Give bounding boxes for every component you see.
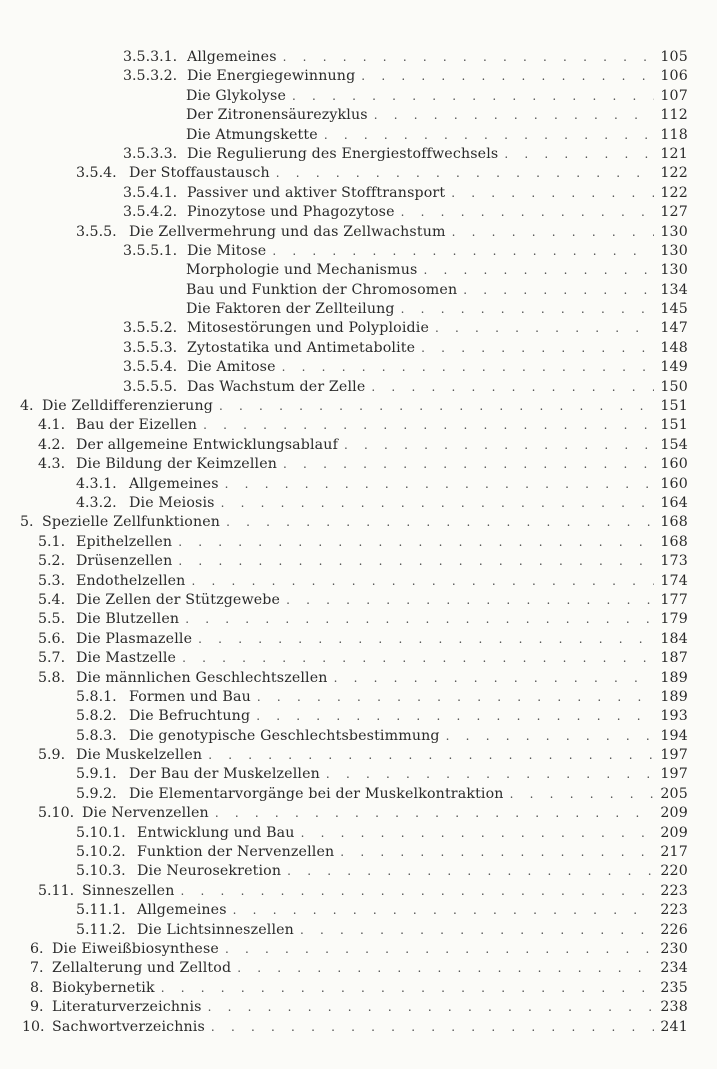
toc-entry: [0, 785, 688, 804]
toc-entry-page-number: 151: [660, 398, 688, 415]
toc-entry-number: 3.5.4.1.: [123, 184, 178, 201]
toc-entry-number: 5.4.: [38, 591, 66, 608]
toc-entry: [0, 688, 688, 707]
toc-entry-title: Zytostatika und Antimetabolite: [181, 339, 415, 358]
toc-entry: [0, 591, 688, 610]
toc-entry-number: 5.2.: [38, 553, 66, 570]
dot-leader: [498, 145, 654, 164]
dot-leader: [227, 901, 654, 920]
toc-entry-page-number: 130: [660, 223, 688, 240]
toc-entry: [0, 804, 688, 823]
toc-entry-title: Der Stoffaustausch: [123, 164, 270, 183]
toc-entry: [0, 513, 688, 532]
dot-leader: [446, 223, 654, 242]
toc-entry: [0, 203, 688, 222]
dot-leader: [445, 184, 654, 203]
toc-entry-title: Die Zellvermehrung und das Zellwachstum: [123, 223, 446, 242]
dot-leader: [219, 940, 654, 959]
toc-entry-title: Die Befruchtung: [123, 707, 250, 726]
toc-entry-title: Die Blutzellen: [70, 610, 179, 629]
toc-entry: [0, 242, 688, 261]
dot-leader: [266, 242, 654, 261]
toc-entry-title: Literaturverzeichnis: [46, 998, 202, 1017]
dot-leader: [205, 1018, 654, 1037]
toc-entry: [0, 436, 688, 455]
toc-entry-title: Die Zelldifferenzierung: [36, 397, 213, 416]
toc-entry-number: 5.6.: [38, 630, 66, 647]
dot-leader: [504, 785, 654, 804]
toc-entry-title: Allgemeines: [181, 48, 277, 67]
toc-entry-title: Biokybernetik: [46, 979, 155, 998]
toc-entry-page-number: 151: [660, 417, 688, 434]
toc-entry: [0, 765, 688, 784]
toc-entry-title: Drüsenzellen: [70, 552, 172, 571]
dot-leader: [415, 339, 654, 358]
toc-entry-page-number: 160: [660, 475, 688, 492]
toc-entry-title: Die Eiweißbiosynthese: [46, 940, 219, 959]
dot-leader: [175, 882, 655, 901]
dot-leader: [192, 630, 654, 649]
toc-entry: [0, 901, 688, 920]
toc-entry: [0, 979, 688, 998]
toc-entry-number: 5.9.: [38, 747, 66, 764]
toc-entry-page-number: 189: [660, 688, 688, 705]
toc-entry: [0, 184, 688, 203]
toc-entry-title: Morphologie und Mechanismus: [186, 261, 417, 280]
toc-entry-number: 3.5.3.3.: [123, 145, 178, 162]
toc-entry: [0, 959, 688, 978]
toc-entry: [0, 572, 688, 591]
toc-entry-page-number: 209: [660, 824, 688, 841]
toc-entry-page-number: 226: [660, 921, 688, 938]
toc-entry-number: 5.9.1.: [76, 766, 117, 783]
toc-entry: [0, 378, 688, 397]
dot-leader: [250, 707, 654, 726]
toc-entry: [0, 145, 688, 164]
toc-entry: [0, 358, 688, 377]
toc-entry: [0, 746, 688, 765]
toc-entry-page-number: 147: [660, 320, 688, 337]
toc-entry-page-number: 168: [660, 533, 688, 550]
toc-entry-page-number: 127: [660, 204, 688, 221]
toc-entry: [0, 669, 688, 688]
toc-entry-number: 3.5.5.1.: [123, 242, 178, 259]
toc-entry-number: 3.5.3.2.: [123, 68, 178, 85]
toc-entry-number: 4.: [20, 398, 34, 415]
toc-entry-title: Sachwortverzeichnis: [46, 1018, 205, 1037]
toc-entry-page-number: 145: [660, 301, 688, 318]
toc-entry-page-number: 130: [660, 262, 688, 279]
dot-leader: [251, 688, 654, 707]
toc-entry-title: Allgemeines: [131, 901, 227, 920]
toc-entry-number: 5.3.: [38, 572, 66, 589]
dot-leader: [155, 979, 654, 998]
toc-entry-page-number: 217: [660, 844, 688, 861]
toc-entry-title: Die Muskelzellen: [70, 746, 202, 765]
toc-entry: [0, 533, 688, 552]
dot-leader: [209, 804, 654, 823]
toc-entry: [0, 707, 688, 726]
toc-entry-title: Die Mitose: [181, 242, 266, 261]
dot-leader: [202, 746, 654, 765]
dot-leader: [176, 649, 654, 668]
toc-entry: [0, 630, 688, 649]
toc-entry-number: 5.10.: [38, 805, 75, 822]
toc-entry-page-number: 134: [660, 281, 688, 298]
toc-entry-page-number: 220: [660, 863, 688, 880]
toc-entry-title: Die Mastzelle: [70, 649, 176, 668]
toc-entry-number: 5.8.3.: [76, 727, 117, 744]
toc-entry-number: 9.: [30, 999, 44, 1016]
dot-leader: [277, 455, 654, 474]
toc-entry: [0, 261, 688, 280]
toc-entry-title: Die Faktoren der Zellteilung: [186, 300, 395, 319]
toc-entry-title: Bau der Eizellen: [70, 416, 197, 435]
toc-entry-page-number: 230: [660, 940, 688, 957]
toc-entry: [0, 649, 688, 668]
dot-leader: [276, 358, 654, 377]
toc-entry-number: 7.: [30, 960, 44, 977]
dot-leader: [355, 67, 654, 86]
toc-entry-page-number: 177: [660, 591, 688, 608]
toc-entry-page-number: 194: [660, 727, 688, 744]
dot-leader: [270, 164, 654, 183]
toc-entry-title: Die Meiosis: [123, 494, 215, 513]
toc-entry-page-number: 197: [660, 766, 688, 783]
toc-entry-page-number: 197: [660, 747, 688, 764]
toc-entry-number: 5.8.1.: [76, 688, 117, 705]
toc-entry-title: Die Regulierung des Energiestoffwechsels: [181, 145, 498, 164]
toc-entry-number: 5.8.2.: [76, 708, 117, 725]
toc-entry: [0, 610, 688, 629]
toc-entry-page-number: 164: [660, 494, 688, 511]
toc-entry-page-number: 238: [660, 999, 688, 1016]
toc-entry-title: Die Energiegewinnung: [181, 67, 355, 86]
toc-entry-number: 8.: [30, 979, 44, 996]
toc-entry: [0, 862, 688, 881]
dot-leader: [320, 765, 654, 784]
toc-entry-number: 4.3.2.: [76, 494, 117, 511]
toc-entry-number: 5.11.: [38, 882, 75, 899]
dot-leader: [213, 397, 654, 416]
dot-leader: [440, 727, 654, 746]
toc-entry-number: 3.5.4.: [76, 165, 117, 182]
toc-entry-number: 5.10.1.: [76, 824, 126, 841]
toc-entry: [0, 48, 688, 67]
toc-entry-number: 5.10.2.: [76, 844, 126, 861]
toc-entry-title: Das Wachstum der Zelle: [181, 378, 365, 397]
toc-entry: [0, 106, 688, 125]
toc-entry-title: Funktion der Nervenzellen: [131, 843, 334, 862]
toc-entry-number: 10.: [22, 1018, 45, 1035]
toc-entry: [0, 281, 688, 300]
toc-entry-title: Die Amitose: [181, 358, 276, 377]
toc-entry-page-number: 189: [660, 669, 688, 686]
toc-entry-title: Die Zellen der Stützgewebe: [70, 591, 280, 610]
toc-entry-title: Der allgemeine Entwicklungsablauf: [70, 436, 338, 455]
toc-entry-title: Epithelzellen: [70, 533, 172, 552]
toc-entry-page-number: 168: [660, 514, 688, 531]
dot-leader: [172, 533, 654, 552]
toc-entry-number: 3.5.5.4.: [123, 359, 178, 376]
dot-leader: [277, 48, 654, 67]
toc-entry-number: 4.3.: [38, 456, 66, 473]
toc-entry-number: 4.2.: [38, 436, 66, 453]
dot-leader: [295, 824, 654, 843]
toc-entry-page-number: 122: [660, 165, 688, 182]
toc-entry-page-number: 106: [660, 68, 688, 85]
toc-entry-title: Zellalterung und Zelltod: [46, 959, 231, 978]
toc-entry-title: Der Zitronensäurezyklus: [186, 106, 368, 125]
toc-entry-page-number: 160: [660, 456, 688, 473]
toc-entry-title: Formen und Bau: [123, 688, 251, 707]
toc-entry-title: Die Neurosekretion: [131, 862, 281, 881]
toc-entry-page-number: 205: [660, 785, 688, 802]
toc-entry-title: Sinneszellen: [76, 882, 175, 901]
table-of-contents: [0, 48, 717, 1037]
toc-entry-number: 4.3.1.: [76, 475, 117, 492]
toc-entry-page-number: 130: [660, 242, 688, 259]
toc-entry: [0, 494, 688, 513]
toc-entry: [0, 126, 688, 145]
dot-leader: [202, 998, 654, 1017]
toc-entry: [0, 998, 688, 1017]
toc-entry-number: 3.5.5.5.: [123, 378, 178, 395]
toc-entry-number: 5.8.: [38, 669, 66, 686]
toc-entry-title: Endothelzellen: [70, 572, 185, 591]
dot-leader: [395, 203, 654, 222]
toc-entry-title: Die Nervenzellen: [76, 804, 209, 823]
toc-entry-page-number: 223: [660, 902, 688, 919]
dot-leader: [417, 261, 654, 280]
toc-entry: [0, 921, 688, 940]
toc-entry-number: 5.7.: [38, 650, 66, 667]
dot-leader: [220, 513, 654, 532]
dot-leader: [338, 436, 654, 455]
toc-entry-title: Die Lichtsinneszellen: [131, 921, 294, 940]
toc-entry-page-number: 193: [660, 708, 688, 725]
toc-entry: [0, 300, 688, 319]
toc-entry: [0, 940, 688, 959]
toc-entry-title: Mitosestörungen und Polyploidie: [181, 319, 429, 338]
toc-entry-number: 4.1.: [38, 417, 66, 434]
dot-leader: [294, 921, 654, 940]
dot-leader: [172, 552, 654, 571]
toc-entry-page-number: 223: [660, 882, 688, 899]
toc-entry: [0, 319, 688, 338]
toc-entry: [0, 397, 688, 416]
toc-entry-number: 5.11.1.: [76, 902, 126, 919]
toc-entry: [0, 727, 688, 746]
dot-leader: [280, 591, 654, 610]
toc-entry-page-number: 150: [660, 378, 688, 395]
toc-entry: [0, 223, 688, 242]
toc-entry-page-number: 209: [660, 805, 688, 822]
toc-entry-page-number: 173: [660, 553, 688, 570]
toc-entry-page-number: 118: [660, 126, 688, 143]
toc-entry: [0, 455, 688, 474]
toc-entry-title: Die Atmungskette: [186, 126, 318, 145]
toc-entry-title: Die männlichen Geschlechtszellen: [70, 669, 328, 688]
toc-entry-number: 5.5.: [38, 611, 66, 628]
toc-entry-page-number: 122: [660, 184, 688, 201]
toc-entry-page-number: 234: [660, 960, 688, 977]
toc-entry-number: 5.: [20, 514, 34, 531]
toc-entry-number: 3.5.5.: [76, 223, 117, 240]
dot-leader: [395, 300, 654, 319]
toc-entry-number: 3.5.3.1.: [123, 49, 178, 65]
toc-entry-number: 5.10.3.: [76, 863, 126, 880]
toc-entry-page-number: 174: [660, 572, 688, 589]
dot-leader: [457, 281, 654, 300]
dot-leader: [368, 106, 654, 125]
toc-entry-page-number: 235: [660, 979, 688, 996]
toc-entry-title: Die Glykolyse: [186, 87, 286, 106]
toc-entry-page-number: 241: [660, 1018, 688, 1035]
toc-entry-title: Die Elementarvorgänge bei der Muskelkontraktion: [123, 785, 504, 804]
toc-entry-page-number: 179: [660, 611, 688, 628]
toc-entry-page-number: 184: [660, 630, 688, 647]
toc-entry: [0, 552, 688, 571]
toc-entry: [0, 1018, 688, 1037]
dot-leader: [286, 87, 654, 106]
toc-entry-title: Passiver und aktiver Stofftransport: [181, 184, 445, 203]
toc-entry-page-number: 112: [660, 107, 688, 124]
toc-entry: [0, 882, 688, 901]
toc-entry-number: 5.11.2.: [76, 921, 126, 938]
toc-entry-page-number: 148: [660, 339, 688, 356]
dot-leader: [318, 126, 654, 145]
toc-entry: [0, 87, 688, 106]
dot-leader: [334, 843, 654, 862]
toc-entry: [0, 339, 688, 358]
dot-leader: [365, 378, 654, 397]
toc-entry-title: Die Plasmazelle: [70, 630, 192, 649]
toc-entry-page-number: 187: [660, 650, 688, 667]
toc-entry: [0, 416, 688, 435]
toc-entry-page-number: 107: [660, 87, 688, 104]
toc-entry-title: Die genotypische Geschlechtsbestimmung: [123, 727, 440, 746]
toc-entry-page-number: 149: [660, 359, 688, 376]
dot-leader: [185, 572, 654, 591]
toc-entry-page-number: 121: [660, 145, 688, 162]
toc-entry: [0, 164, 688, 183]
toc-entry-title: Allgemeines: [123, 475, 219, 494]
toc-entry-number: 3.5.5.3.: [123, 339, 178, 356]
toc-entry-number: 6.: [30, 940, 44, 957]
toc-entry: [0, 475, 688, 494]
toc-entry-number: 5.1.: [38, 533, 66, 550]
toc-entry-number: 3.5.4.2.: [123, 204, 178, 221]
toc-entry-title: Bau und Funktion der Chromosomen: [186, 281, 457, 300]
toc-entry-number: 3.5.5.2.: [123, 320, 178, 337]
toc-entry: [0, 67, 688, 86]
toc-entry-title: Pinozytose und Phagozytose: [181, 203, 395, 222]
toc-entry-title: Die Bildung der Keimzellen: [70, 455, 277, 474]
dot-leader: [219, 475, 654, 494]
dot-leader: [231, 959, 654, 978]
dot-leader: [429, 319, 654, 338]
dot-leader: [328, 669, 654, 688]
toc-entry-title: Spezielle Zellfunktionen: [36, 513, 220, 532]
toc-entry-title: Der Bau der Muskelzellen: [123, 765, 320, 784]
toc-entry-page-number: 105: [660, 49, 688, 65]
toc-entry-number: 5.9.2.: [76, 785, 117, 802]
toc-entry: [0, 843, 688, 862]
dot-leader: [281, 862, 654, 881]
toc-entry-page-number: 154: [660, 436, 688, 453]
toc-entry-title: Entwicklung und Bau: [131, 824, 295, 843]
dot-leader: [215, 494, 654, 513]
dot-leader: [179, 610, 654, 629]
toc-entry: [0, 824, 688, 843]
dot-leader: [197, 416, 654, 435]
